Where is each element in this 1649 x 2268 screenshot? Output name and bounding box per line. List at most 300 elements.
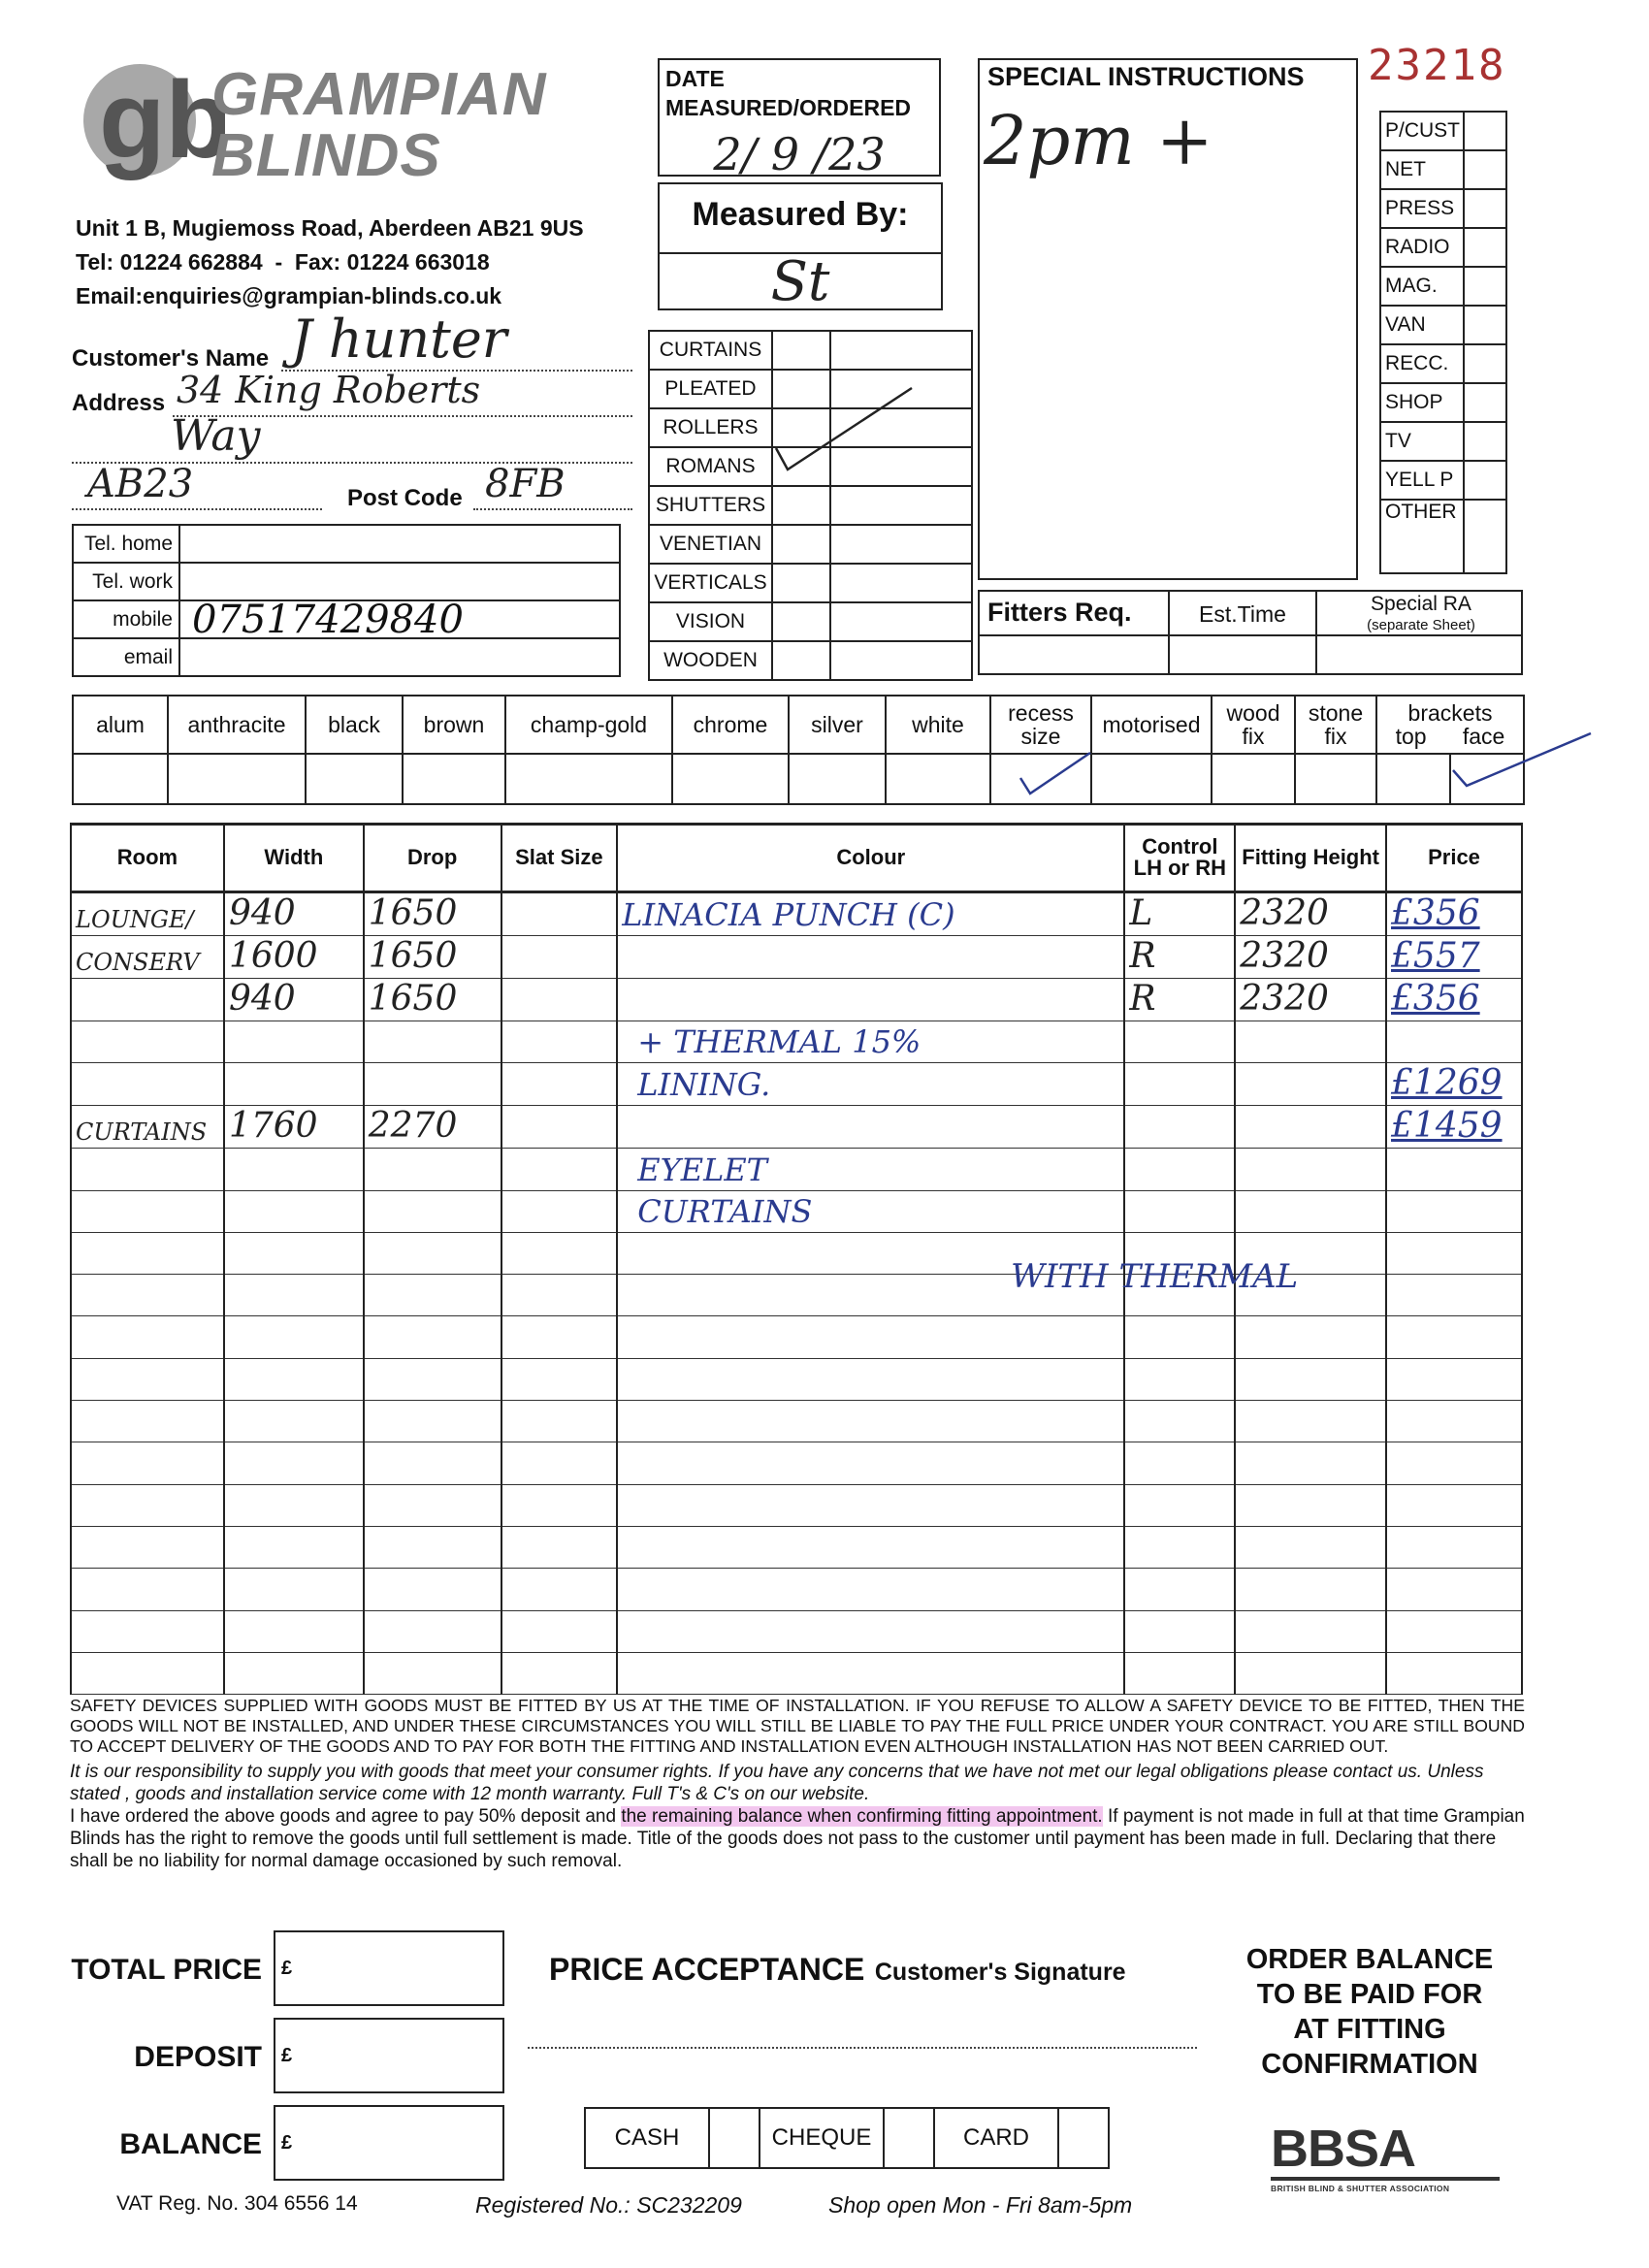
date-label: DATE MEASURED/ORDERED bbox=[665, 66, 912, 120]
item-width[interactable] bbox=[224, 1190, 364, 1232]
product-type-label: VERTICALS bbox=[649, 564, 772, 602]
consumer-rights-text: It is our responsibility to supply you with goods that meet your consumer rights. If you have any concerns that we have not met our legal obligations please contact us. Unless stated , goods and installation service come with 12 month warranty. Full T's & C's on our website. bbox=[70, 1762, 1484, 1804]
item-room[interactable] bbox=[71, 1316, 224, 1358]
item-room[interactable] bbox=[71, 1652, 224, 1694]
item-control[interactable] bbox=[1124, 1610, 1235, 1652]
item-control[interactable] bbox=[1124, 1106, 1235, 1149]
item-room[interactable] bbox=[71, 1610, 224, 1652]
item-drop[interactable] bbox=[364, 1358, 501, 1400]
item-colour[interactable] bbox=[617, 1652, 1124, 1694]
item-fitting-height[interactable] bbox=[1235, 1021, 1386, 1063]
item-slat[interactable] bbox=[501, 1106, 618, 1149]
option-checkbox[interactable] bbox=[1091, 754, 1212, 804]
product-type-label: VISION bbox=[649, 602, 772, 641]
item-room[interactable] bbox=[71, 1569, 224, 1610]
address-line3: AB23 bbox=[87, 462, 194, 506]
item-fitting-height[interactable] bbox=[1235, 1106, 1386, 1149]
option-label: silver bbox=[789, 696, 886, 754]
product-type-notes[interactable] bbox=[830, 331, 972, 370]
item-slat[interactable] bbox=[501, 1401, 618, 1442]
contact-value[interactable] bbox=[179, 525, 620, 563]
est-time-label: Est.Time bbox=[1199, 601, 1286, 627]
item-fitting-height[interactable] bbox=[1235, 1569, 1386, 1610]
product-type-label: PLEATED bbox=[649, 370, 772, 408]
source-label: P/CUST bbox=[1380, 112, 1464, 150]
item-control[interactable] bbox=[1124, 1358, 1235, 1400]
item-width[interactable] bbox=[224, 1063, 364, 1106]
item-slat[interactable] bbox=[501, 1526, 618, 1568]
option-checkbox[interactable] bbox=[886, 754, 990, 804]
item-control[interactable] bbox=[1124, 1316, 1235, 1358]
item-drop[interactable]: 2270 bbox=[364, 1106, 501, 1149]
option-checkbox[interactable] bbox=[1212, 754, 1295, 804]
source-checkbox[interactable] bbox=[1464, 422, 1506, 461]
item-room[interactable]: LOUNGE/ bbox=[71, 892, 224, 936]
item-colour[interactable] bbox=[617, 1106, 1124, 1149]
item-slat[interactable] bbox=[501, 1442, 618, 1484]
source-checkbox[interactable] bbox=[1464, 500, 1506, 573]
company-address: Unit 1 B, Mugiemoss Road, Aberdeen AB21 9US bbox=[76, 215, 584, 241]
postcode: 8FB bbox=[485, 462, 566, 506]
product-type-label: ROLLERS bbox=[649, 408, 772, 447]
customer-name-label: Customer's Name bbox=[72, 345, 270, 372]
source-row bbox=[1380, 112, 1506, 150]
option-label: champ-gold bbox=[505, 696, 672, 754]
source-row bbox=[1380, 422, 1506, 461]
item-price[interactable] bbox=[1386, 1484, 1522, 1526]
item-slat[interactable] bbox=[501, 1569, 618, 1610]
item-drop[interactable] bbox=[364, 1569, 501, 1610]
item-colour[interactable]: LINACIA PUNCH (C) bbox=[617, 892, 1124, 936]
item-width[interactable] bbox=[224, 1149, 364, 1190]
contact-row bbox=[73, 563, 620, 600]
col-price: Price bbox=[1386, 825, 1522, 892]
contact-label: Tel. home bbox=[73, 525, 179, 563]
item-drop[interactable] bbox=[364, 1021, 501, 1063]
item-colour[interactable]: + THERMAL 15% bbox=[617, 1021, 1124, 1063]
item-room[interactable] bbox=[71, 1275, 224, 1316]
payment-method-checkbox[interactable] bbox=[884, 2108, 934, 2168]
option-checkbox[interactable] bbox=[505, 754, 672, 804]
source-label: TV bbox=[1380, 422, 1464, 461]
option-label: white bbox=[886, 696, 990, 754]
source-row bbox=[1380, 344, 1506, 383]
item-colour[interactable] bbox=[617, 979, 1124, 1021]
item-drop[interactable] bbox=[364, 1316, 501, 1358]
item-slat[interactable] bbox=[501, 1358, 618, 1400]
item-width[interactable] bbox=[224, 1401, 364, 1442]
item-slat[interactable] bbox=[501, 936, 618, 979]
source-checkbox[interactable] bbox=[1464, 306, 1506, 344]
item-price[interactable] bbox=[1386, 1021, 1522, 1063]
address-line2: Way bbox=[171, 411, 261, 461]
option-checkbox[interactable] bbox=[73, 754, 168, 804]
registered-number: Registered No.: SC232209 bbox=[475, 2192, 742, 2218]
item-drop[interactable] bbox=[364, 1232, 501, 1274]
item-width[interactable]: 1760 bbox=[224, 1106, 364, 1149]
order-number: 23218 bbox=[1368, 41, 1506, 90]
item-colour[interactable] bbox=[617, 1526, 1124, 1568]
option-label: brown bbox=[403, 696, 505, 754]
item-colour[interactable] bbox=[617, 1610, 1124, 1652]
option-checkbox[interactable] bbox=[168, 754, 306, 804]
item-control[interactable]: R bbox=[1124, 979, 1235, 1021]
item-fitting-height[interactable] bbox=[1235, 1526, 1386, 1568]
product-type-checkbox[interactable] bbox=[772, 486, 830, 525]
option-label: anthracite bbox=[168, 696, 306, 754]
item-colour[interactable] bbox=[617, 1358, 1124, 1400]
item-room[interactable] bbox=[71, 1401, 224, 1442]
item-room[interactable]: CURTAINS bbox=[71, 1106, 224, 1149]
item-room[interactable] bbox=[71, 1526, 224, 1568]
item-row bbox=[71, 1526, 1522, 1568]
item-price[interactable] bbox=[1386, 1610, 1522, 1652]
product-type-label: CURTAINS bbox=[649, 331, 772, 370]
option-checkbox[interactable] bbox=[672, 754, 789, 804]
item-fitting-height[interactable] bbox=[1235, 1610, 1386, 1652]
item-row bbox=[71, 1316, 1522, 1358]
item-fitting-height[interactable] bbox=[1235, 1401, 1386, 1442]
item-fitting-height[interactable] bbox=[1235, 1190, 1386, 1232]
col-room: Room bbox=[71, 825, 224, 892]
terms-block bbox=[70, 1696, 1525, 1872]
item-drop[interactable] bbox=[364, 1401, 501, 1442]
item-fitting-height[interactable] bbox=[1235, 1358, 1386, 1400]
item-price[interactable] bbox=[1386, 1569, 1522, 1610]
safety-terms: SAFETY DEVICES SUPPLIED WITH GOODS MUST BE FITTED BY US AT THE TIME OF INSTALLATION. IF YOU REFUSE TO ALLOW A SAFETY DEVICE TO BE FITTED, THEN THE GOODS WILL NOT BE INSTALLED, AND UNDER THESE CIRCUMSTANCES YOU WILL STILL BE LIABLE TO PAY THE FULL PRICE UNDER YOUR CONTRACT. YOU ARE STILL BOUND TO ACCEPT DELIVERY OF THE GOODS AND TO PAY FOR BOTH THE FITTING AND INSTALLATION EVEN ALTHOUGH INSTALLATION HAS NOT BEEN CARRIED OUT. bbox=[70, 1696, 1525, 1756]
item-width[interactable]: 940 bbox=[224, 979, 364, 1021]
date-value: 2/ 9 /23 bbox=[713, 128, 886, 180]
contact-row bbox=[73, 638, 620, 676]
price-acceptance-sub: Customer's Signature bbox=[874, 1959, 1126, 1986]
item-control[interactable] bbox=[1124, 1401, 1235, 1442]
product-type-notes[interactable] bbox=[830, 641, 972, 680]
option-checkbox[interactable] bbox=[789, 754, 886, 804]
item-fitting-height[interactable] bbox=[1235, 1652, 1386, 1694]
item-drop[interactable] bbox=[364, 1063, 501, 1106]
company-name-line2: BLINDS bbox=[211, 122, 441, 189]
item-drop[interactable] bbox=[364, 1526, 501, 1568]
source-label: YELL P bbox=[1380, 461, 1464, 500]
item-slat[interactable] bbox=[501, 1021, 618, 1063]
item-control[interactable] bbox=[1124, 1442, 1235, 1484]
item-colour[interactable] bbox=[617, 1484, 1124, 1526]
measured-by-box bbox=[658, 182, 943, 313]
product-type-table bbox=[648, 330, 973, 681]
col-control: Control LH or RH bbox=[1124, 825, 1235, 892]
address-label: Address bbox=[72, 390, 166, 416]
source-label: NET bbox=[1380, 150, 1464, 189]
item-slat[interactable] bbox=[501, 1610, 618, 1652]
item-slat[interactable] bbox=[501, 1652, 618, 1694]
fitters-req-label: Fitters Req. bbox=[987, 598, 1132, 627]
recess-size-tick-mark bbox=[1017, 749, 1094, 797]
source-checkbox[interactable] bbox=[1464, 150, 1506, 189]
item-price[interactable]: £1459 bbox=[1386, 1106, 1522, 1149]
vat-number: VAT Reg. No. 304 6556 14 bbox=[116, 2192, 358, 2215]
item-width[interactable] bbox=[224, 1021, 364, 1063]
item-width[interactable] bbox=[224, 1569, 364, 1610]
payment-method-cheque: CHEQUE bbox=[760, 2108, 884, 2168]
order-balance-line3: AT FITTING bbox=[1293, 2014, 1446, 2045]
item-slat[interactable] bbox=[501, 1232, 618, 1274]
item-slat[interactable] bbox=[501, 1190, 618, 1232]
product-type-notes[interactable] bbox=[830, 564, 972, 602]
item-price[interactable] bbox=[1386, 1232, 1522, 1274]
source-row bbox=[1380, 189, 1506, 228]
item-room[interactable]: CONSERV bbox=[71, 936, 224, 979]
item-width[interactable] bbox=[224, 1358, 364, 1400]
total-price-field[interactable] bbox=[274, 1930, 504, 2006]
col-colour: Colour bbox=[617, 825, 1124, 892]
item-row bbox=[71, 1652, 1522, 1694]
address-line1: 34 King Roberts bbox=[177, 369, 481, 411]
item-fitting-height[interactable] bbox=[1235, 1149, 1386, 1190]
item-drop[interactable]: 1650 bbox=[364, 892, 501, 936]
logo-mark: gb bbox=[99, 60, 225, 180]
item-price[interactable] bbox=[1386, 1358, 1522, 1400]
item-row bbox=[71, 1063, 1522, 1106]
item-colour[interactable] bbox=[617, 1569, 1124, 1610]
source-row bbox=[1380, 267, 1506, 306]
item-room[interactable] bbox=[71, 1190, 224, 1232]
source-checkbox[interactable] bbox=[1464, 112, 1506, 150]
item-price[interactable]: £1269 bbox=[1386, 1063, 1522, 1106]
bbsa-subtitle: BRITISH BLIND & SHUTTER ASSOCIATION bbox=[1271, 2184, 1450, 2193]
item-price[interactable] bbox=[1386, 1316, 1522, 1358]
source-label: OTHER bbox=[1380, 500, 1464, 573]
item-colour[interactable] bbox=[617, 936, 1124, 979]
option-label: stone fix bbox=[1295, 696, 1376, 754]
item-price[interactable] bbox=[1386, 1401, 1522, 1442]
deposit-field[interactable] bbox=[274, 2018, 504, 2093]
product-type-label: SHUTTERS bbox=[649, 486, 772, 525]
item-colour[interactable]: CURTAINS bbox=[617, 1190, 1124, 1232]
bbsa-mark: BBSA bbox=[1271, 2120, 1416, 2178]
product-type-notes[interactable] bbox=[830, 486, 972, 525]
item-price[interactable] bbox=[1386, 1652, 1522, 1694]
item-width[interactable]: 1600 bbox=[224, 936, 364, 979]
item-price[interactable]: £356 bbox=[1386, 892, 1522, 936]
source-checkbox[interactable] bbox=[1464, 383, 1506, 422]
item-room[interactable] bbox=[71, 979, 224, 1021]
items-table bbox=[70, 823, 1523, 1695]
item-slat[interactable] bbox=[501, 1063, 618, 1106]
item-colour[interactable] bbox=[617, 1401, 1124, 1442]
source-label: PRESS bbox=[1380, 189, 1464, 228]
item-colour[interactable]: EYELET bbox=[617, 1149, 1124, 1190]
item-row bbox=[71, 1275, 1522, 1316]
brackets-face-label: face bbox=[1462, 724, 1505, 749]
item-width[interactable] bbox=[224, 1652, 364, 1694]
item-control[interactable] bbox=[1124, 1021, 1235, 1063]
balance-currency: £ bbox=[281, 2132, 293, 2154]
source-checkbox[interactable] bbox=[1464, 461, 1506, 500]
item-slat[interactable] bbox=[501, 1484, 618, 1526]
option-label: black bbox=[306, 696, 403, 754]
item-control[interactable] bbox=[1124, 1652, 1235, 1694]
item-price[interactable] bbox=[1386, 1190, 1522, 1232]
measured-by-value: St bbox=[770, 250, 830, 313]
price-acceptance-title: PRICE ACCEPTANCE bbox=[549, 1952, 865, 1987]
item-row bbox=[71, 1149, 1522, 1190]
agreement-part-b: If payment is not made in full at that time Grampian Blinds has the right to remove the goods until full settlement is made. Title of the goods does not pass to the customer until payment has been made in full. Declaring that there shall be no liability for normal damage occasioned by such removal. bbox=[70, 1806, 1525, 1871]
item-control[interactable]: L bbox=[1124, 892, 1235, 936]
item-width[interactable] bbox=[224, 1442, 364, 1484]
product-type-row bbox=[649, 602, 972, 641]
item-slat[interactable] bbox=[501, 1275, 618, 1316]
brackets-face-tick-mark bbox=[1449, 729, 1595, 797]
source-checkbox[interactable] bbox=[1464, 267, 1506, 306]
item-room[interactable] bbox=[71, 1358, 224, 1400]
item-fitting-height[interactable] bbox=[1235, 1063, 1386, 1106]
product-type-checkbox[interactable] bbox=[772, 564, 830, 602]
item-width[interactable] bbox=[224, 1232, 364, 1274]
item-drop[interactable] bbox=[364, 1652, 501, 1694]
price-acceptance bbox=[549, 1952, 1126, 1988]
order-balance-line4: CONFIRMATION bbox=[1261, 2049, 1478, 2080]
source-label: RADIO bbox=[1380, 228, 1464, 267]
item-width[interactable] bbox=[224, 1316, 364, 1358]
source-label: RECC. bbox=[1380, 344, 1464, 383]
item-row bbox=[71, 1484, 1522, 1526]
source-row bbox=[1380, 150, 1506, 189]
item-drop[interactable]: 1650 bbox=[364, 936, 501, 979]
agreement-part-a: I have ordered the above goods and agree to pay 50% deposit and bbox=[70, 1806, 622, 1827]
item-control[interactable] bbox=[1124, 1149, 1235, 1190]
item-drop[interactable] bbox=[364, 1149, 501, 1190]
source-label: SHOP bbox=[1380, 383, 1464, 422]
signature-line[interactable] bbox=[528, 2047, 1197, 2049]
item-price[interactable]: £557 bbox=[1386, 936, 1522, 979]
item-width[interactable] bbox=[224, 1275, 364, 1316]
item-room[interactable] bbox=[71, 1021, 224, 1063]
special-ra-label bbox=[1317, 594, 1525, 636]
item-control[interactable] bbox=[1124, 1569, 1235, 1610]
item-width[interactable]: 940 bbox=[224, 892, 364, 936]
agreement-highlight: the remaining balance when confirming fitting appointment. bbox=[621, 1806, 1103, 1827]
contact-value[interactable] bbox=[179, 563, 620, 600]
company-phones: Tel: 01224 662884 - Fax: 01224 663018 bbox=[76, 249, 490, 275]
balance-field[interactable] bbox=[274, 2105, 504, 2181]
brackets-label: brackets bbox=[1407, 700, 1493, 726]
item-colour[interactable] bbox=[617, 1316, 1124, 1358]
source-checkbox[interactable] bbox=[1464, 228, 1506, 267]
item-fitting-height[interactable]: 2320 bbox=[1235, 936, 1386, 979]
item-row bbox=[71, 936, 1522, 979]
item-row bbox=[71, 979, 1522, 1021]
product-type-checkbox[interactable] bbox=[772, 641, 830, 680]
item-room[interactable] bbox=[71, 1149, 224, 1190]
contact-label: email bbox=[73, 638, 179, 676]
source-row bbox=[1380, 500, 1506, 573]
payment-method-checkbox[interactable] bbox=[1058, 2108, 1109, 2168]
item-slat[interactable] bbox=[501, 979, 618, 1021]
item-control[interactable] bbox=[1124, 1063, 1235, 1106]
option-checkbox[interactable] bbox=[306, 754, 403, 804]
company-email: Email:enquiries@grampian-blinds.co.uk bbox=[76, 283, 502, 308]
item-room[interactable] bbox=[71, 1442, 224, 1484]
contact-label: mobile bbox=[73, 600, 179, 638]
item-width[interactable] bbox=[224, 1484, 364, 1526]
item-drop[interactable] bbox=[364, 1610, 501, 1652]
product-type-label: ROMANS bbox=[649, 447, 772, 486]
item-drop[interactable] bbox=[364, 1190, 501, 1232]
item-drop[interactable] bbox=[364, 1442, 501, 1484]
brackets-top-checkbox[interactable] bbox=[1376, 754, 1450, 804]
source-row bbox=[1380, 461, 1506, 500]
item-price[interactable] bbox=[1386, 1526, 1522, 1568]
product-type-checkbox[interactable] bbox=[772, 331, 830, 370]
special-instructions-label: SPECIAL INSTRUCTIONS bbox=[987, 62, 1305, 91]
product-type-notes[interactable] bbox=[830, 602, 972, 641]
item-control[interactable] bbox=[1124, 1526, 1235, 1568]
item-price[interactable] bbox=[1386, 1442, 1522, 1484]
item-fitting-height[interactable]: 2320 bbox=[1235, 979, 1386, 1021]
option-label: chrome bbox=[672, 696, 789, 754]
product-type-checkbox[interactable] bbox=[772, 525, 830, 564]
item-row bbox=[71, 1610, 1522, 1652]
item-control[interactable] bbox=[1124, 1190, 1235, 1232]
item-drop[interactable]: 1650 bbox=[364, 979, 501, 1021]
item-room[interactable] bbox=[71, 1484, 224, 1526]
product-type-row bbox=[649, 641, 972, 680]
item-slat[interactable] bbox=[501, 1316, 618, 1358]
item-control[interactable] bbox=[1124, 1484, 1235, 1526]
source-checkbox[interactable] bbox=[1464, 189, 1506, 228]
brackets-top-label: top bbox=[1395, 724, 1427, 749]
product-type-checkbox[interactable] bbox=[772, 602, 830, 641]
contact-value[interactable]: 07517429840 bbox=[179, 600, 620, 638]
item-width[interactable] bbox=[224, 1610, 364, 1652]
item-room[interactable] bbox=[71, 1063, 224, 1106]
customer-name: J hunter bbox=[291, 308, 507, 370]
contact-value[interactable] bbox=[179, 638, 620, 676]
source-checkbox[interactable] bbox=[1464, 344, 1506, 383]
date-box bbox=[658, 58, 941, 180]
option-checkbox[interactable] bbox=[403, 754, 505, 804]
item-price[interactable] bbox=[1386, 1149, 1522, 1190]
payment-method-checkbox[interactable] bbox=[709, 2108, 760, 2168]
item-row bbox=[71, 892, 1522, 936]
option-checkbox[interactable] bbox=[1295, 754, 1376, 804]
product-type-notes[interactable] bbox=[830, 525, 972, 564]
product-type-row bbox=[649, 486, 972, 525]
item-control[interactable]: R bbox=[1124, 936, 1235, 979]
order-balance-line1: ORDER BALANCE bbox=[1245, 1944, 1494, 1975]
order-balance-note bbox=[1234, 1942, 1505, 2082]
item-fitting-height[interactable] bbox=[1235, 1442, 1386, 1484]
item-fitting-height[interactable] bbox=[1235, 1316, 1386, 1358]
item-width[interactable] bbox=[224, 1526, 364, 1568]
company-name-line1: GRAMPIAN bbox=[211, 61, 547, 128]
item-room[interactable] bbox=[71, 1232, 224, 1274]
item-colour[interactable] bbox=[617, 1442, 1124, 1484]
item-fitting-height[interactable]: 2320 bbox=[1235, 892, 1386, 936]
item-price[interactable] bbox=[1386, 1275, 1522, 1316]
item-slat[interactable] bbox=[501, 1149, 618, 1190]
item-fitting-height[interactable] bbox=[1235, 1484, 1386, 1526]
source-label: VAN bbox=[1380, 306, 1464, 344]
total-price-label: TOTAL PRICE bbox=[71, 1954, 262, 1986]
balance-label: BALANCE bbox=[119, 2128, 262, 2160]
options-table bbox=[72, 695, 1525, 805]
item-price[interactable]: £356 bbox=[1386, 979, 1522, 1021]
item-colour[interactable]: LINING. bbox=[617, 1063, 1124, 1106]
item-drop[interactable] bbox=[364, 1275, 501, 1316]
item-slat[interactable] bbox=[501, 892, 618, 936]
item-drop[interactable] bbox=[364, 1484, 501, 1526]
